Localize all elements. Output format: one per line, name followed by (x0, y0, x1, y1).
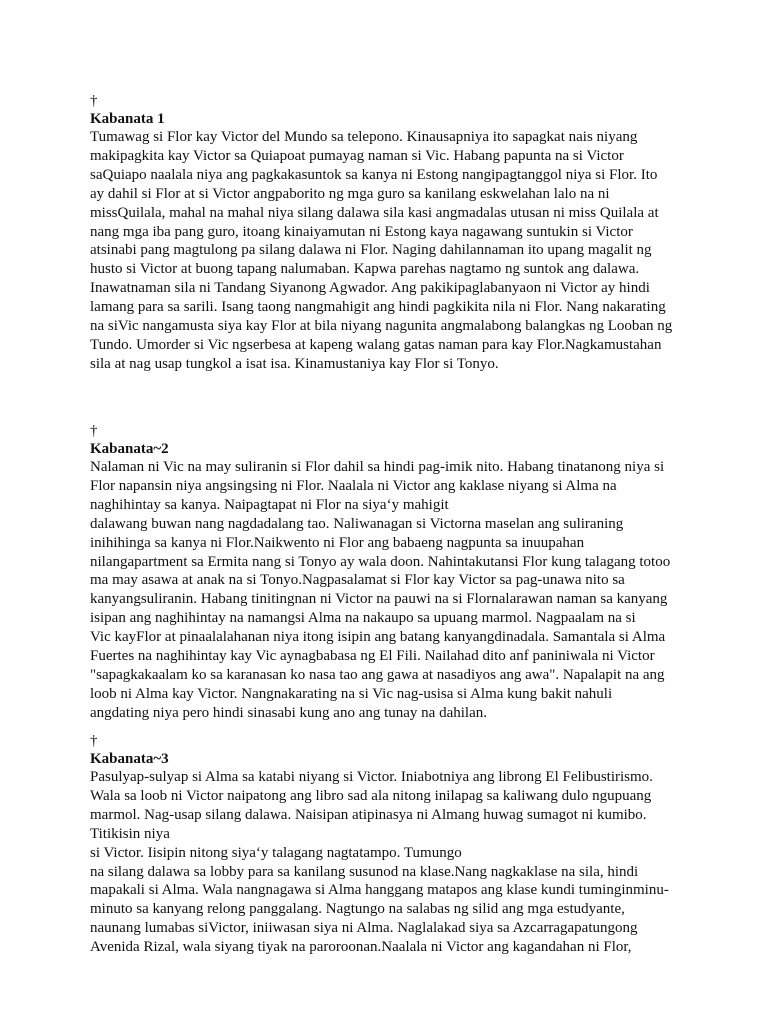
body-line: kanyangsuliranin. Habang tinitingnan ni Victor na pauwi na si Flornalarawan naman sa kanyang (90, 591, 668, 608)
body-line: na siVic nangamusta siya kay Flor at bila niyang nagunita angmalabong balangkas ng Looban ng (90, 318, 673, 335)
body-line: si Victor. Iisipin nitong siya‘y talagang nagtatampo. Tumungo (90, 844, 462, 861)
body-line: mapakali si Alma. Wala nangnagawa si Alma hanggang matapos ang klase kundi tuminginminu- (90, 882, 669, 899)
dagger-marker: † (90, 423, 98, 439)
body-line: isipan ang naghihintay na namangsi Alma na nakaupo sa upuang marmol. Nagpaalam na si (90, 610, 636, 627)
body-line: naghihintay sa kanya. Naipagtapat ni Flor na siya‘y mahigit (90, 496, 449, 513)
body-line: ma may asawa at anak na si Tonyo.Nagpasalamat si Flor kay Victor sa pag-unawa nito sa (90, 572, 625, 589)
body-line: atsinabi pang magtulong pa silang dalawa ni Flor. Naging dahilannaman ito upang magalit ng (90, 242, 652, 259)
chapter-2-section (90, 422, 670, 723)
body-line: Wala sa loob ni Victor naipatong ang libro sad ala nitong inilapag sa kaliwang dulo ngupuang (90, 787, 652, 804)
body-line: makipagkita kay Victor sa Quiapoat pumayag naman si Vic. Habang papunta na si Victor (90, 147, 624, 164)
body-line: angdating niya pero hindi sinasabi kung ano ang tunay na dahilan. (90, 704, 487, 721)
chapter-heading: Kabanata~3 (90, 751, 169, 767)
body-line: inihihinga sa kanya ni Flor.Naikwento ni Flor ang babaeng nagpunta sa inuupahan (90, 534, 585, 551)
body-line: Nalaman ni Vic na may suliranin si Flor dahil sa hindi pag-imik nito. Habang tinatanong niya si (90, 459, 665, 475)
chapter-body (90, 128, 672, 374)
dagger-marker: † (90, 93, 98, 109)
body-line: husto si Victor at buong tapang nalumaban. Kapwa parehas nagtamo ng suntok ang dalawa. (90, 261, 640, 278)
body-line: loob ni Alma kay Victor. Nangnakarating na si Vic nag-usisa si Alma kung bakit nahuli (90, 685, 613, 702)
body-line: nilangapartment sa Ermita nang si Tonyo ay wala doon. Nahintakutansi Flor kung talagang totoo (90, 553, 671, 570)
dagger-marker: † (90, 733, 98, 749)
body-line: Inawatnaman sila ni Tandang Siyanong Agwador. Ang pakikipaglabanyaon ni Victor ay hindi (90, 280, 650, 297)
body-line: "sapagkakaalam ko sa karanasan ko nasa tao ang gawa at nasadiyos ang awa". Napalapit na ang (90, 666, 665, 683)
body-line: Pasulyap-sulyap si Alma sa katabi niyang si Victor. Iniabotniya ang librong El Felibustirismo. (90, 769, 653, 785)
body-line: Flor napansin niya angsingsing ni Flor. Naalala ni Victor ang kaklase niyang si Alma na (90, 477, 617, 494)
body-line: Fuertes na naghihintay kay Vic aynagbabasa ng El Fili. Nailahad dito anf paniniwala ni Victor (90, 648, 655, 665)
body-line: marmol. Nag-usap silang dalawa. Naisipan atipinasya ni Almang huwag sumagot ni kumibo. (90, 806, 647, 823)
body-line: Titikisin niya (90, 825, 170, 842)
body-line: Tumawag si Flor kay Victor del Mundo sa telepono. Kinausapniya ito sapagkat nais niyang (90, 129, 638, 145)
body-line: Vic kayFlor at pinaalalahanan niya itong isipin ang batang kanyangdinadala. Samantala si Alma (90, 629, 666, 646)
chapter-heading: Kabanata 1 (90, 111, 165, 127)
body-line: ay dahil si Flor at si Victor angpaborito ng mga guro sa kanilang eskwelahan lalo na ni (90, 185, 610, 202)
chapter-body (90, 458, 670, 723)
body-line: Avenida Rizal, wala siyang tiyak na paroroonan.Naalala ni Victor ang kagandahan ni Flor, (90, 939, 632, 956)
body-line: saQuiapo naalala niya ang pagkakasuntok sa kanya ni Estong nangipagtanggol niya si Flor. Ito (90, 166, 658, 183)
body-line: minuto sa kanyang relong panggalang. Nagtungo na salabas ng silid ang mga estudyante, (90, 901, 625, 918)
chapter-heading: Kabanata~2 (90, 441, 169, 457)
body-line: na silang dalawa sa lobby para sa kanilang susunod na klase.Nang nagkaklase na sila, hindi (90, 863, 639, 880)
body-line: naunang lumabas siVictor, iniiwasan siya ni Alma. Naglalakad siya sa Azcarragapatungong (90, 920, 638, 937)
chapter-body (90, 768, 669, 957)
body-line: sila at nag usap tungkol a isat isa. Kinamustaniya kay Flor si Tonyo. (90, 355, 499, 372)
body-line: lamang para sa sarili. Isang taong nangmahigit ang hindi pagkikita nila ni Flor. Nang nakarating (90, 299, 666, 316)
body-line: Tundo. Umorder si Vic ngserbesa at kapeng walang gatas naman para kay Flor.Nagkamustahan (90, 336, 662, 353)
chapter-3-section (90, 732, 669, 957)
body-line: missQuilala, mahal na mahal niya silang dalawa sila kasi angmadalas utusan ni miss Quilala at (90, 204, 659, 221)
chapter-1-section (90, 92, 672, 374)
body-line: dalawang buwan nang nagdadalang tao. Naliwanagan si Victorna maselan ang suliraning (90, 515, 624, 532)
body-line: nang mga iba pang guro, itoang kinaiyamutan ni Estong kaya nagawang suntukin si Victor (90, 223, 633, 240)
